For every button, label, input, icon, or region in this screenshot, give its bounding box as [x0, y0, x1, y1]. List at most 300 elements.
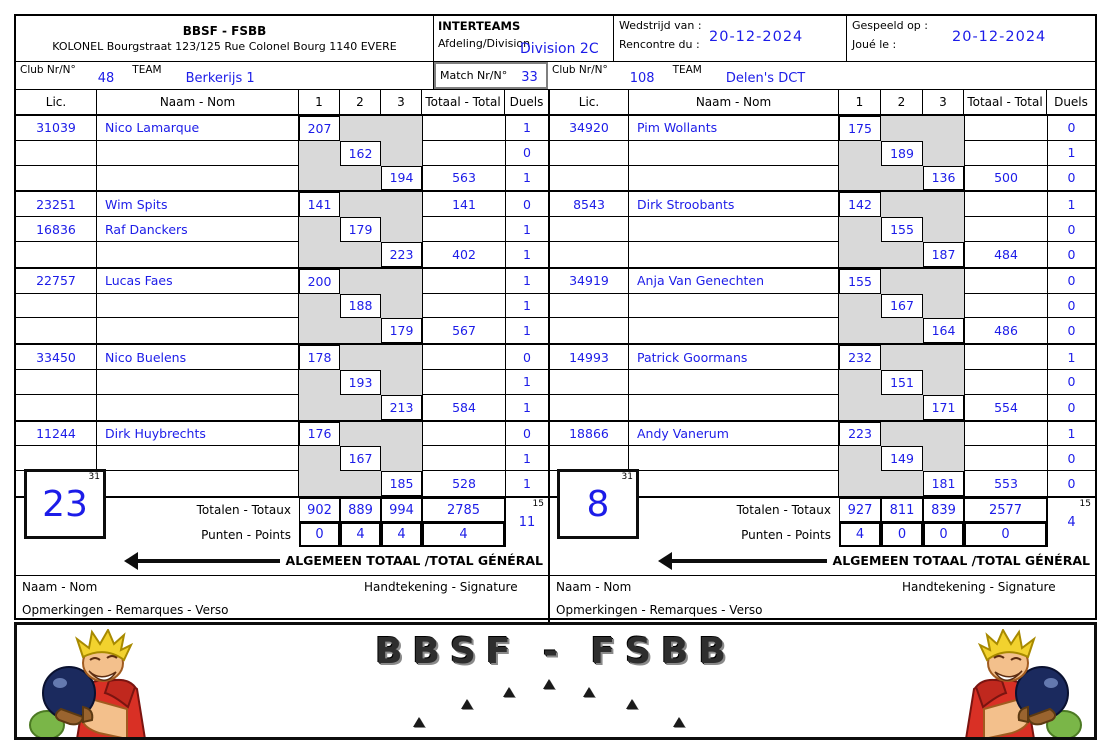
game-empty-cell [299, 446, 340, 471]
home-duels-total: 11 [518, 514, 536, 530]
game-score-cell: 141 [299, 192, 340, 217]
player-name-cell: Andy Vanerum [629, 422, 839, 447]
series-total-cell [422, 446, 505, 471]
col-game2: 2 [340, 90, 381, 114]
away-table [550, 90, 1095, 575]
game-score-cell: 151 [881, 370, 923, 395]
home-total-g2: 889 [340, 498, 381, 523]
game-score-cell: 175 [839, 116, 881, 141]
home-signature-box [16, 576, 550, 627]
col-name: Naam - Nom [629, 90, 839, 114]
signature-area [16, 575, 1095, 627]
away-player-block [550, 116, 1095, 192]
game-empty-cell [340, 166, 381, 191]
game-empty-cell [299, 318, 340, 343]
game-score-cell: 200 [299, 269, 340, 294]
pin-triangle-icon [461, 699, 473, 709]
home-points-g3: 4 [381, 522, 422, 547]
game-empty-cell [881, 192, 923, 217]
played-date-label-fr: Joué le : [852, 38, 897, 51]
game-empty-cell [839, 294, 881, 319]
logo-band [14, 622, 1097, 740]
home-arrow-icon [124, 547, 286, 575]
player-name-cell: Raf Danckers [97, 217, 299, 242]
game-empty-cell [839, 318, 881, 343]
away-signature-label: Handtekening - Signature [902, 579, 1056, 594]
game-score-cell: 164 [923, 318, 964, 343]
col-name: Naam - Nom [97, 90, 299, 114]
home-team-name: Berkerijs 1 [185, 70, 255, 86]
federation-logo-text: BBSF - FSBB [375, 631, 736, 672]
match-date-label-nl: Wedstrijd van : [619, 19, 702, 32]
series-total-cell [422, 116, 505, 141]
duel-cell: 0 [1047, 217, 1095, 242]
away-signature-box [550, 576, 1095, 627]
series-total-cell: 486 [964, 318, 1047, 343]
away-total-g3: 839 [923, 498, 964, 523]
game-empty-cell [381, 116, 422, 141]
col-game3: 3 [923, 90, 964, 114]
licence-cell [550, 395, 629, 420]
duel-cell: 1 [505, 471, 548, 496]
duel-cell: 1 [1047, 422, 1095, 447]
player-name-cell [97, 166, 299, 191]
game-empty-cell [340, 395, 381, 420]
home-remarks-label: Opmerkingen - Remarques - Verso [22, 602, 229, 617]
home-table [16, 90, 550, 575]
game-empty-cell [381, 446, 422, 471]
licence-cell: 22757 [16, 269, 97, 294]
home-totals-label: Totalen - Totaux [196, 503, 291, 518]
home-player-block [16, 269, 548, 345]
home-points-total: 4 [422, 522, 505, 547]
player-name-cell [629, 294, 839, 319]
game-empty-cell [923, 192, 964, 217]
score-tables [16, 90, 1095, 575]
match-number-label: Match Nr/N° [440, 69, 508, 82]
game-score-cell: 181 [923, 471, 964, 496]
series-total-cell [964, 192, 1047, 217]
licence-cell [16, 294, 97, 319]
player-name-cell [97, 141, 299, 166]
game-score-cell: 223 [381, 242, 422, 267]
series-total-cell [422, 294, 505, 319]
duel-cell: 1 [505, 395, 548, 420]
home-player-block [16, 116, 548, 192]
game-empty-cell [381, 370, 422, 395]
game-empty-cell [881, 116, 923, 141]
game-empty-cell [381, 269, 422, 294]
col-total: Totaal - Total [964, 90, 1047, 114]
game-score-cell: 149 [881, 446, 923, 471]
away-player-block [550, 345, 1095, 421]
game-empty-cell [839, 446, 881, 471]
away-points-g3: 0 [923, 522, 964, 547]
away-duels-total: 4 [1067, 514, 1076, 530]
duel-cell: 1 [505, 269, 548, 294]
home-points-g2: 4 [340, 522, 381, 547]
game-empty-cell [923, 269, 964, 294]
game-empty-cell [299, 166, 340, 191]
duel-cell: 0 [505, 192, 548, 217]
duel-cell: 0 [1047, 166, 1095, 191]
game-empty-cell [923, 116, 964, 141]
game-empty-cell [299, 217, 340, 242]
player-name-cell [97, 242, 299, 267]
game-empty-cell [299, 395, 340, 420]
game-score-cell: 155 [839, 269, 881, 294]
home-total-g3: 994 [381, 498, 422, 523]
game-score-cell: 136 [923, 166, 964, 191]
game-score-cell: 179 [381, 318, 422, 343]
series-total-cell: 484 [964, 242, 1047, 267]
game-empty-cell [340, 116, 381, 141]
home-player-blocks [16, 116, 548, 498]
duel-cell: 0 [1047, 370, 1095, 395]
home-team-label: TEAM [132, 64, 162, 76]
licence-cell: 11244 [16, 422, 97, 447]
duel-cell: 0 [1047, 318, 1095, 343]
game-empty-cell [340, 192, 381, 217]
player-name-cell: Lucas Faes [97, 269, 299, 294]
col-duels: Duels [509, 95, 544, 109]
game-empty-cell [381, 192, 422, 217]
game-empty-cell [881, 242, 923, 267]
played-date-cell [847, 16, 1095, 61]
game-empty-cell [881, 345, 923, 370]
player-name-cell [97, 446, 299, 471]
game-empty-cell [923, 446, 964, 471]
player-name-cell [629, 471, 839, 496]
licence-cell [550, 318, 629, 343]
game-score-cell: 142 [839, 192, 881, 217]
game-empty-cell [839, 471, 881, 496]
away-points-g2: 0 [881, 522, 923, 547]
division-label: Afdeling/Division [438, 37, 531, 50]
duel-cell: 0 [1047, 116, 1095, 141]
licence-cell [550, 242, 629, 267]
series-total-cell [964, 269, 1047, 294]
game-score-cell: 162 [340, 141, 381, 166]
game-empty-cell [381, 217, 422, 242]
home-points-g1: 0 [299, 522, 340, 547]
duel-cell: 1 [1047, 141, 1095, 166]
away-player-block [550, 192, 1095, 268]
game-empty-cell [839, 217, 881, 242]
away-general-corner: 31 [621, 472, 633, 482]
game-score-cell: 188 [340, 294, 381, 319]
duel-cell: 1 [505, 446, 548, 471]
series-total-cell [422, 141, 505, 166]
pin-triangle-icon [583, 687, 595, 697]
game-score-cell: 171 [923, 395, 964, 420]
game-empty-cell [839, 370, 881, 395]
game-score-cell: 207 [299, 116, 340, 141]
licence-cell: 8543 [550, 192, 629, 217]
home-signatory-name-label: Naam - Nom [22, 579, 98, 594]
series-total-cell [964, 294, 1047, 319]
game-empty-cell [340, 345, 381, 370]
licence-cell [550, 370, 629, 395]
home-club-number: 48 [97, 71, 115, 86]
series-total-cell [422, 422, 505, 447]
col-game1: 1 [299, 90, 340, 114]
away-points-label: Punten - Points [741, 527, 831, 542]
home-column-headers [16, 90, 548, 116]
licence-cell [550, 141, 629, 166]
competition-cell [434, 16, 614, 61]
home-club-label: Club Nr/N° [20, 64, 76, 76]
series-total-cell: 528 [422, 471, 505, 496]
away-general-total-box [557, 469, 639, 539]
series-total-cell [422, 345, 505, 370]
game-empty-cell [299, 141, 340, 166]
col-lic: Lic. [550, 90, 629, 114]
licence-cell: 18866 [550, 422, 629, 447]
licence-cell [550, 217, 629, 242]
duel-cell: 1 [1047, 345, 1095, 370]
away-club-number: 108 [629, 71, 655, 86]
away-remarks-label: Opmerkingen - Remarques - Verso [556, 602, 763, 617]
pin-triangle-icon [413, 717, 425, 727]
player-name-cell [97, 395, 299, 420]
licence-cell: 33450 [16, 345, 97, 370]
licence-cell: 31039 [16, 116, 97, 141]
organisation-cell [16, 16, 434, 61]
game-score-cell: 194 [381, 166, 422, 191]
duel-cell: 0 [505, 422, 548, 447]
game-empty-cell [299, 242, 340, 267]
organisation-title: BBSF - FSBB [182, 24, 267, 38]
series-total-cell [964, 446, 1047, 471]
game-score-cell: 179 [340, 217, 381, 242]
match-date-cell [614, 16, 847, 61]
player-name-cell [629, 242, 839, 267]
licence-cell [550, 166, 629, 191]
game-empty-cell [299, 471, 340, 496]
game-empty-cell [881, 318, 923, 343]
home-general-corner: 31 [88, 472, 100, 482]
home-general-total-row [16, 547, 548, 575]
series-total-cell: 554 [964, 395, 1047, 420]
game-empty-cell [881, 166, 923, 191]
player-name-cell [629, 446, 839, 471]
away-total-g2: 811 [881, 498, 923, 523]
game-score-cell: 189 [881, 141, 923, 166]
pin-triangle-icon [626, 699, 638, 709]
game-score-cell: 193 [340, 370, 381, 395]
series-total-cell [964, 370, 1047, 395]
game-empty-cell [340, 422, 381, 447]
away-total-g1: 927 [839, 498, 881, 523]
duel-cell: 0 [1047, 446, 1095, 471]
duel-cell: 1 [505, 294, 548, 319]
player-name-cell: Pim Wollants [629, 116, 839, 141]
away-team-label: TEAM [672, 64, 702, 76]
game-score-cell: 223 [839, 422, 881, 447]
duel-cell: 1 [505, 242, 548, 267]
player-name-cell: Dirk Huybrechts [97, 422, 299, 447]
home-total-series: 2785 [422, 498, 505, 523]
organisation-address: KOLONEL Bourgstraat 123/125 Rue Colonel Bourg 1140 EVERE [52, 40, 397, 53]
away-player-blocks [550, 116, 1095, 498]
col-duels: Duels [1054, 95, 1088, 109]
player-name-cell: Anja Van Genechten [629, 269, 839, 294]
away-total-series: 2577 [964, 498, 1047, 523]
player-name-cell: Dirk Stroobants [629, 192, 839, 217]
duel-cell: 0 [1047, 294, 1095, 319]
duel-cell: 1 [505, 370, 548, 395]
series-total-cell [964, 422, 1047, 447]
licence-cell [16, 395, 97, 420]
away-duels-max: 15 [1079, 498, 1091, 509]
game-empty-cell [839, 242, 881, 267]
player-name-cell [97, 370, 299, 395]
away-totals-label: Totalen - Totaux [736, 503, 831, 518]
game-empty-cell [381, 422, 422, 447]
series-total-cell [422, 269, 505, 294]
licence-cell: 34920 [550, 116, 629, 141]
match-number-cell [434, 62, 548, 89]
duel-cell: 1 [1047, 192, 1095, 217]
away-duels-total-cell [1047, 498, 1095, 547]
series-total-cell: 563 [422, 166, 505, 191]
player-name-cell [629, 318, 839, 343]
played-date-label-nl: Gespeeld op : [852, 19, 928, 32]
series-total-cell: 402 [422, 242, 505, 267]
game-empty-cell [881, 395, 923, 420]
player-name-cell: Nico Buelens [97, 345, 299, 370]
bowler-mascot-right-icon [948, 629, 1082, 739]
match-number-value: 33 [521, 70, 538, 85]
licence-cell [550, 294, 629, 319]
away-general-total-label: ALGEMEEN TOTAAL /TOTAL GÉNÉRAL [832, 553, 1090, 569]
col-game3: 3 [381, 90, 422, 114]
game-empty-cell [340, 471, 381, 496]
game-score-cell: 176 [299, 422, 340, 447]
player-name-cell: Nico Lamarque [97, 116, 299, 141]
licence-cell: 23251 [16, 192, 97, 217]
home-general-total-value: 23 [42, 483, 88, 525]
away-signatory-name-label: Naam - Nom [556, 579, 632, 594]
series-total-cell [964, 345, 1047, 370]
away-column-headers [550, 90, 1095, 116]
duel-cell: 0 [505, 345, 548, 370]
duel-cell: 1 [505, 318, 548, 343]
licence-cell: 16836 [16, 217, 97, 242]
game-score-cell: 167 [881, 294, 923, 319]
licence-cell: 34919 [550, 269, 629, 294]
game-empty-cell [381, 294, 422, 319]
game-empty-cell [923, 422, 964, 447]
game-empty-cell [381, 345, 422, 370]
player-name-cell: Wim Spits [97, 192, 299, 217]
duel-cell: 0 [1047, 395, 1095, 420]
away-points-total: 0 [964, 522, 1047, 547]
away-points-g1: 4 [839, 522, 881, 547]
game-empty-cell [839, 395, 881, 420]
match-date-value: 20-12-2024 [709, 29, 804, 45]
game-empty-cell [839, 141, 881, 166]
licence-cell: 14993 [550, 345, 629, 370]
home-club-cell [16, 62, 434, 89]
duel-cell: 0 [1047, 242, 1095, 267]
player-name-cell [629, 395, 839, 420]
series-total-cell [964, 116, 1047, 141]
away-arrow-icon [658, 547, 833, 575]
duel-cell: 0 [505, 141, 548, 166]
away-player-block [550, 269, 1095, 345]
licence-cell [16, 446, 97, 471]
player-name-cell [629, 166, 839, 191]
game-empty-cell [299, 370, 340, 395]
home-duels-total-cell [505, 498, 548, 547]
game-empty-cell [881, 422, 923, 447]
home-duels-max: 15 [532, 498, 544, 509]
away-team-name: Delen's DCT [725, 70, 806, 86]
series-total-cell: 567 [422, 318, 505, 343]
away-general-total-row [550, 547, 1095, 575]
game-empty-cell [881, 471, 923, 496]
played-date-value: 20-12-2024 [952, 29, 1047, 45]
duel-cell: 0 [1047, 471, 1095, 496]
series-total-cell [964, 141, 1047, 166]
game-empty-cell [923, 345, 964, 370]
col-total: Totaal - Total [422, 90, 505, 114]
player-name-cell [97, 318, 299, 343]
player-name-cell [629, 217, 839, 242]
series-total-cell [422, 217, 505, 242]
series-total-cell [964, 217, 1047, 242]
player-name-cell [629, 141, 839, 166]
match-date-label-fr: Rencontre du : [619, 38, 700, 51]
game-empty-cell [340, 318, 381, 343]
pin-triangle-icon [673, 717, 685, 727]
series-total-cell: 553 [964, 471, 1047, 496]
away-general-total-value: 8 [586, 483, 610, 525]
player-name-cell [97, 294, 299, 319]
game-empty-cell [923, 370, 964, 395]
home-general-total-label: ALGEMEEN TOTAAL /TOTAL GÉNÉRAL [285, 553, 543, 569]
away-club-label: Club Nr/N° [552, 64, 608, 76]
game-empty-cell [839, 166, 881, 191]
duel-cell: 0 [1047, 269, 1095, 294]
game-empty-cell [299, 294, 340, 319]
home-general-total-box [24, 469, 106, 539]
player-name-cell [97, 471, 299, 496]
score-sheet [14, 14, 1097, 620]
game-score-cell: 213 [381, 395, 422, 420]
licence-cell [16, 166, 97, 191]
pin-triangle-icon [543, 679, 555, 689]
game-score-cell: 178 [299, 345, 340, 370]
series-total-cell: 141 [422, 192, 505, 217]
licence-cell [16, 242, 97, 267]
game-score-cell: 232 [839, 345, 881, 370]
home-signature-label: Handtekening - Signature [364, 579, 518, 594]
game-empty-cell [340, 242, 381, 267]
col-game1: 1 [839, 90, 881, 114]
player-name-cell [629, 370, 839, 395]
col-game2: 2 [881, 90, 923, 114]
home-player-block [16, 192, 548, 268]
game-empty-cell [923, 294, 964, 319]
licence-cell [16, 141, 97, 166]
game-empty-cell [881, 269, 923, 294]
duel-cell: 1 [505, 116, 548, 141]
home-player-block [16, 345, 548, 421]
sheet-header [16, 16, 1095, 62]
